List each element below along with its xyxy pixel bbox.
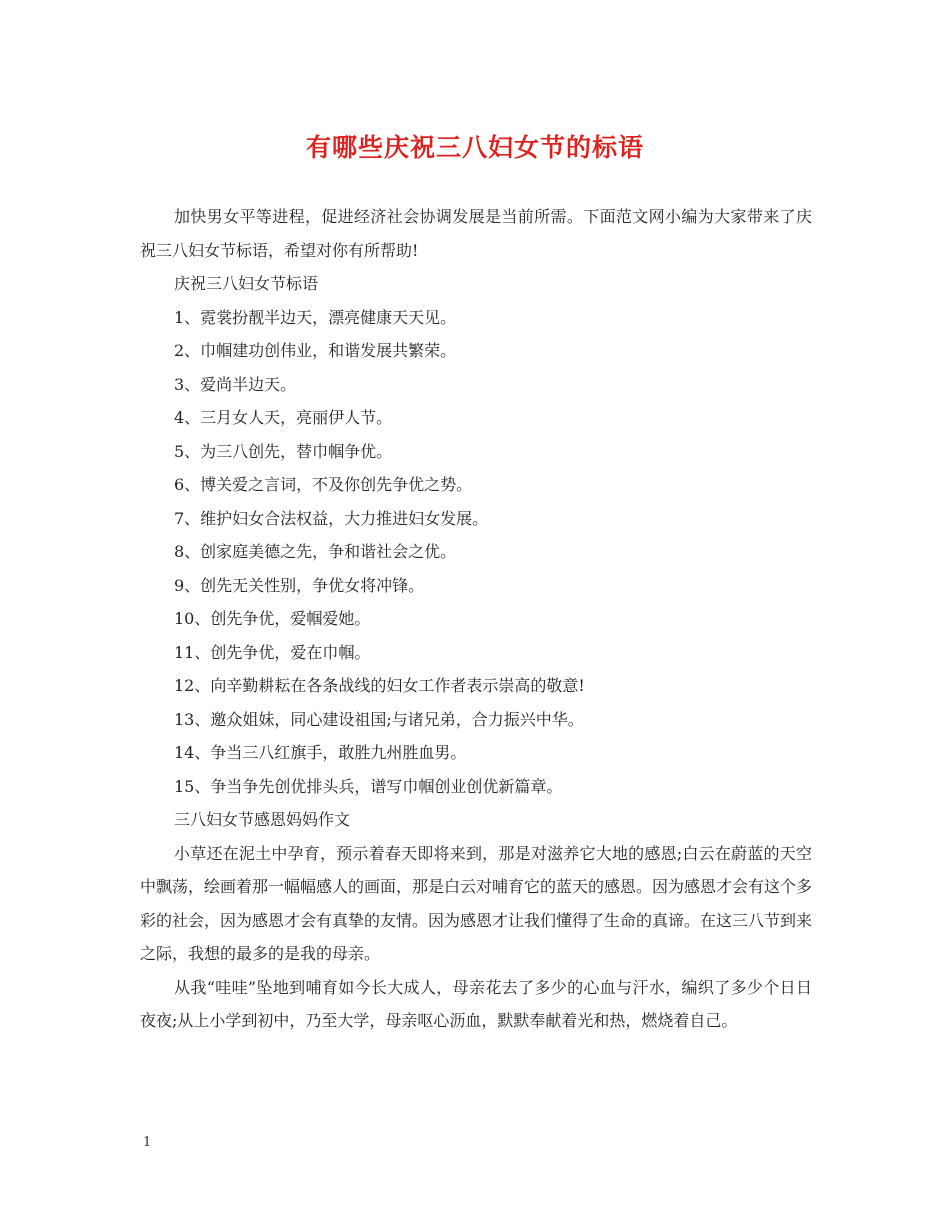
slogan-item: 12、向辛勤耕耘在各条战线的妇女工作者表示崇高的敬意!: [174, 676, 585, 695]
slogan-item: 13、邀众姐妹，同心建设祖国;与诸兄弟，合力振兴中华。: [174, 709, 584, 729]
slogan-item: 7、维护妇女合法权益，大力推进妇女发展。: [174, 508, 489, 528]
section-heading-essay: 三八妇女节感恩妈妈作文: [174, 810, 351, 829]
slogan-item: 8、创家庭美德之先，争和谐社会之优。: [174, 542, 457, 561]
section-heading-slogans: 庆祝三八妇女节标语: [174, 274, 319, 293]
slogan-item: 3、爱尚半边天。: [174, 374, 297, 394]
document-body: [140, 200, 812, 1038]
slogan-item: 5、为三八创先，替巾帼争优。: [174, 441, 393, 461]
slogan-item: 15、争当争先创优排头兵，谱写巾帼创业创优新篇章。: [174, 776, 563, 796]
slogan-item: 10、创先争优，爱帼爱她。: [174, 609, 371, 628]
slogan-item: 14、争当三八红旗手，敢胜九州胜血男。: [174, 743, 467, 762]
slogan-item: 6、博关爱之言词，不及你创先争优之势。: [174, 475, 473, 494]
slogan-item: 1、霓裳扮靓半边天，漂亮健康天天见。: [174, 307, 457, 327]
essay-paragraph: 从我“哇哇”坠地到哺育如今长大成人，母亲花去了多少的心血与汗水，编织了多少个日日夜夜;从上小学到初中，乃至大学，母亲呕心沥血，默默奉献着光和热，燃烧着自己。: [140, 977, 812, 1030]
page-number: 1: [143, 1135, 152, 1150]
document-title: 有哪些庆祝三八妇女节的标语: [305, 133, 644, 162]
slogan-item: 11、创先争优，爱在巾帼。: [174, 642, 371, 662]
slogan-item: 4、三月女人天，亮丽伊人节。: [174, 408, 393, 427]
essay-paragraph: 小草还在泥土中孕育，预示着春天即将来到，那是对滋养它大地的感恩;白云在蔚蓝的天空中飘荡，绘画着那一幅幅感人的画面，那是白云对哺育它的蓝天的感恩。因为感恩才会有这个多彩的社会，因为感恩才会有真挚的友情。因为感恩才让我们懂得了生命的真谛。在这三八节到来之际，我想的最多的是我的母亲。: [140, 843, 813, 963]
slogan-item: 2、巾帼建功创伟业，和谐发展共繁荣。: [174, 341, 457, 360]
intro-paragraph: 加快男女平等进程，促进经济社会协调发展是当前所需。下面范文网小编为大家带来了庆祝三八妇女节标语，希望对你有所帮助!: [140, 207, 812, 260]
slogan-item: 9、创先无关性别，争优女将冲锋。: [174, 575, 425, 595]
